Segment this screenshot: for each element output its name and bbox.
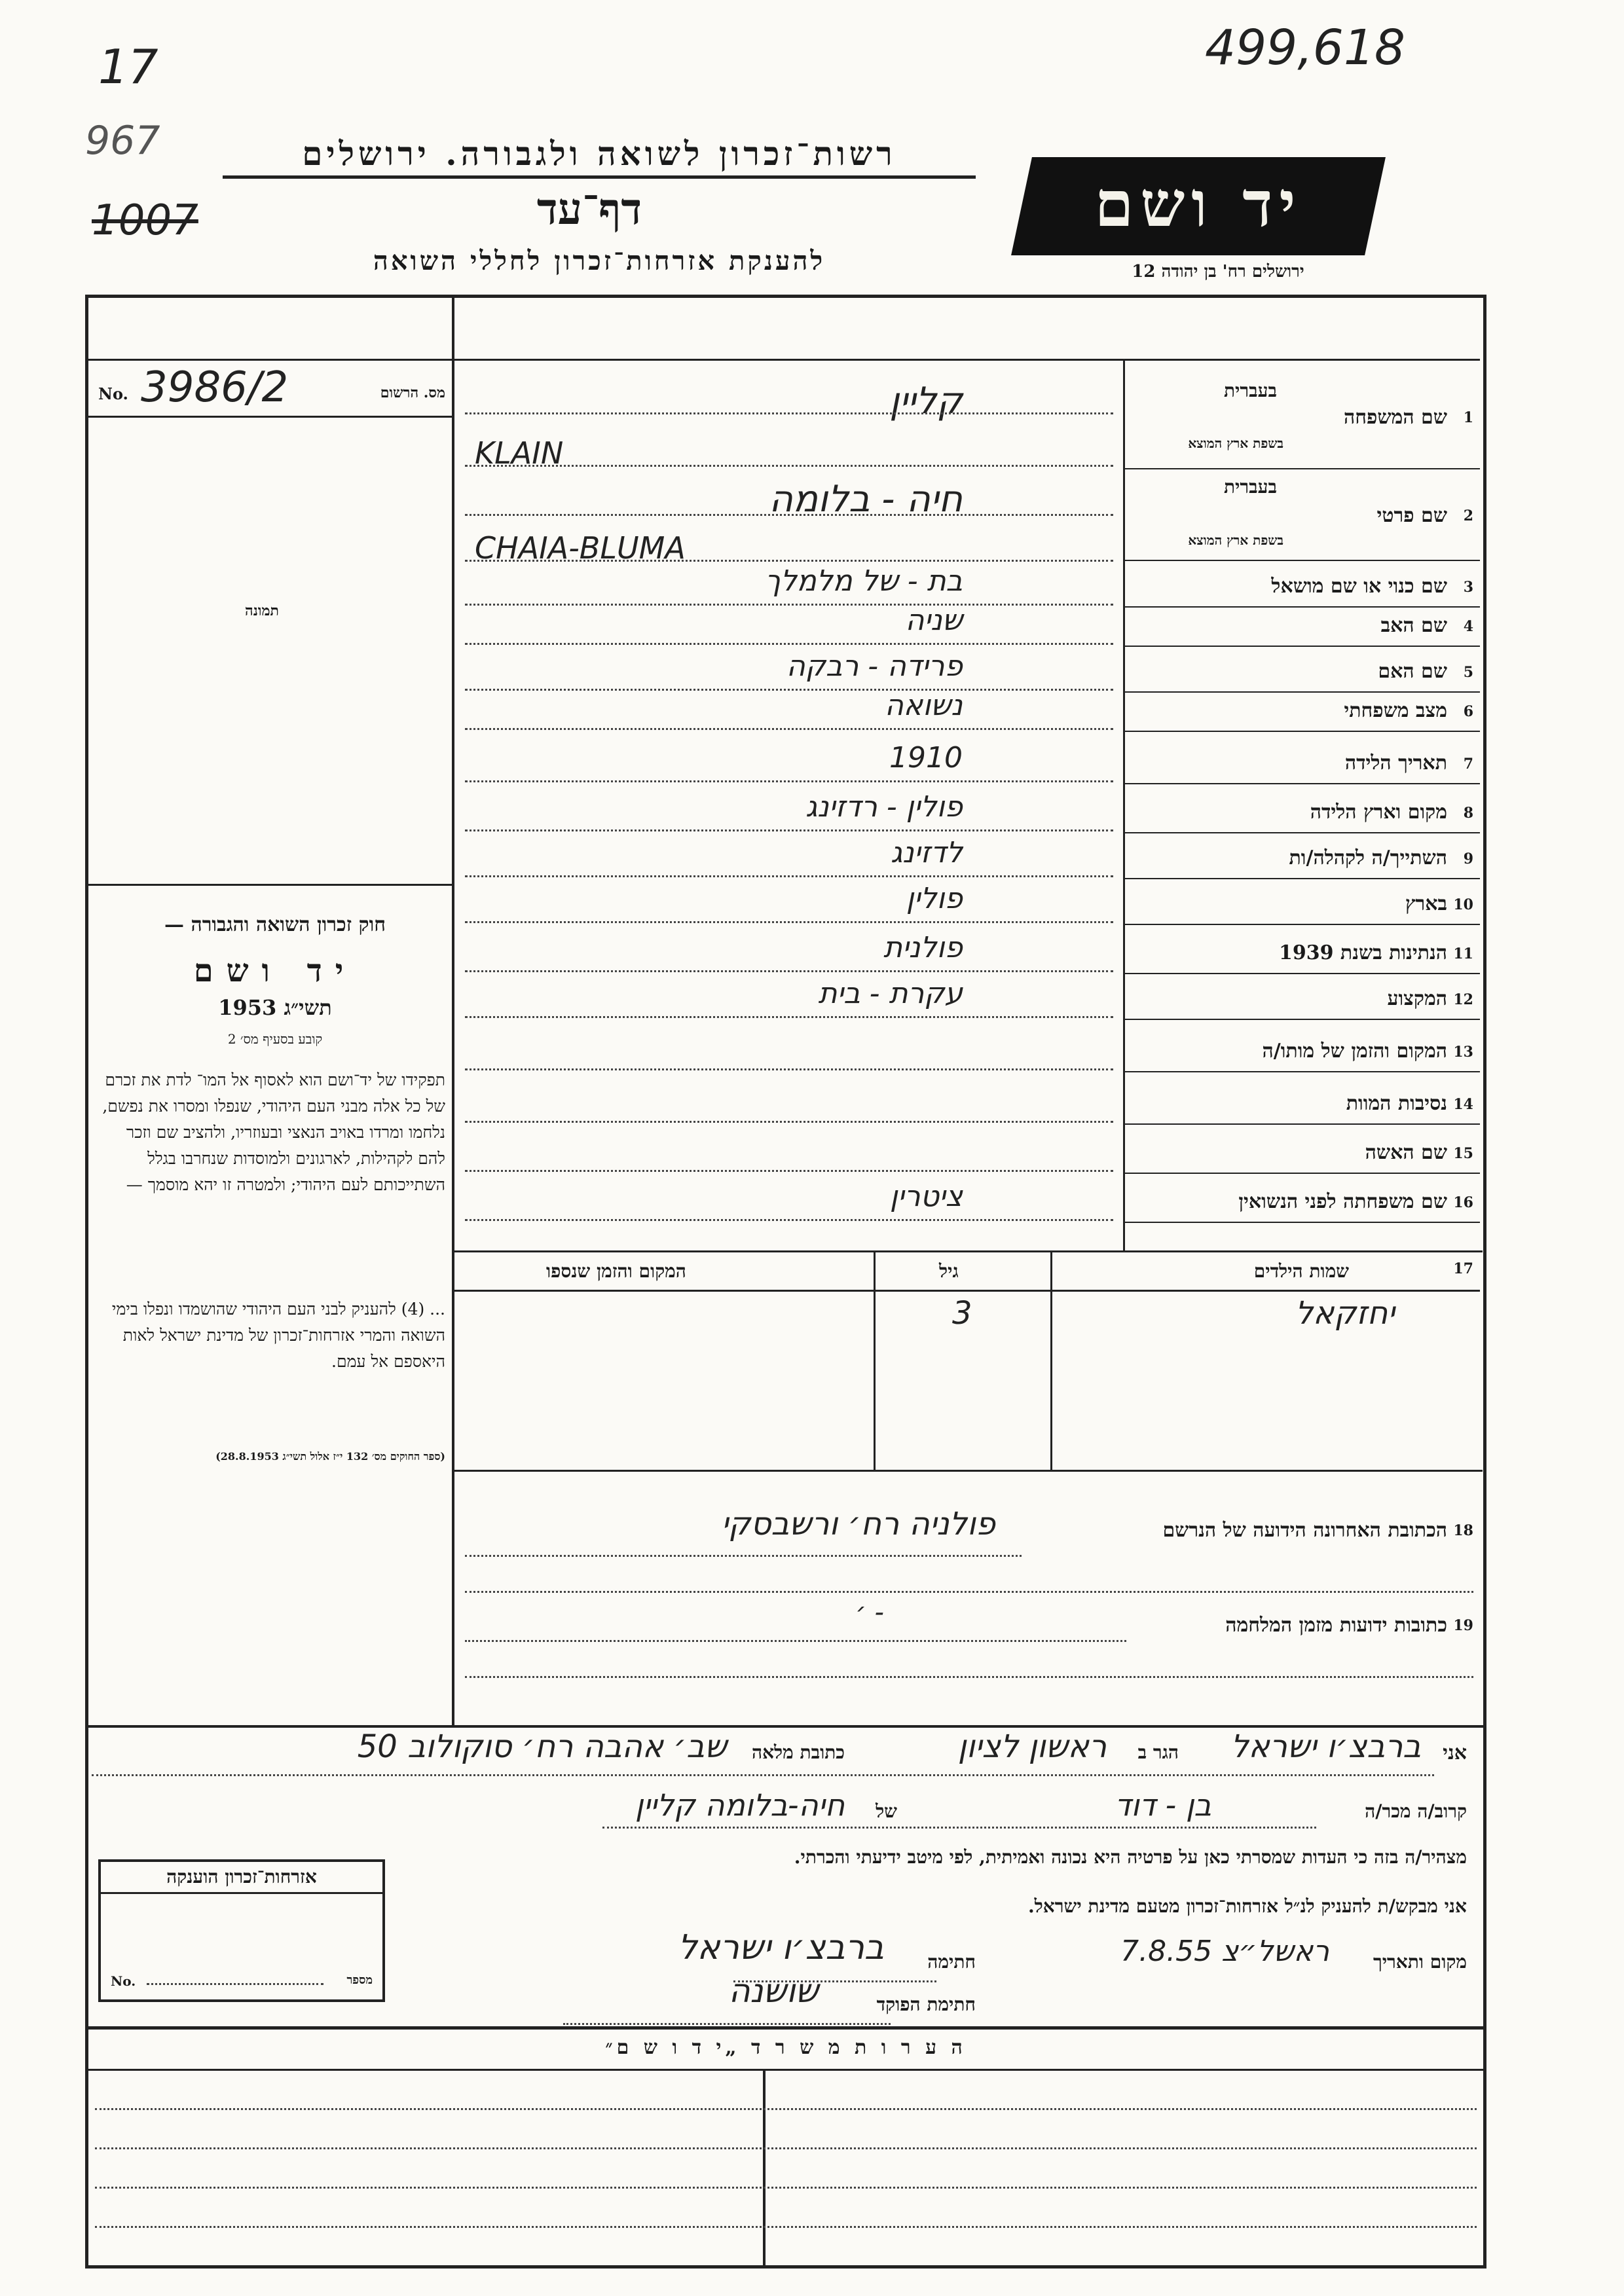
field-label: בארץ [1405, 892, 1447, 915]
decl-relation: בן - דוד [1115, 1787, 1211, 1823]
field-num: 11 [1453, 945, 1473, 962]
field-num: 3 [1463, 579, 1473, 596]
field-value: פולין - רדזינג [805, 790, 963, 824]
col-children-names: שמות הילדים [1253, 1260, 1349, 1282]
declarant-signature: ברבצ׳ו ישראל [678, 1928, 884, 1967]
field-row-6 [458, 687, 1473, 733]
margin-mark-967: 967 [85, 118, 160, 164]
field-row-wartime-address [458, 1597, 1473, 1656]
field-num-18: 18 [1453, 1522, 1473, 1539]
margin-mark-17: 17 [98, 39, 158, 94]
field-label: תאריך הלידה [1344, 752, 1447, 774]
sub-native-1: בשפת ארץ המוצא [1188, 435, 1283, 451]
child-age: 3 [952, 1295, 972, 1332]
place-date-value: ראשל״צ 7.8.55 [1120, 1935, 1329, 1968]
field-label-wartime: כתובות ידועות מזמן המלחמה [1225, 1614, 1447, 1637]
first-name-latin: CHAIA-BLUMA [475, 530, 686, 566]
reg-no-prefix: No. [98, 384, 128, 403]
officer-signature: שושנה [728, 1972, 819, 2010]
field-label: המקצוע [1387, 987, 1447, 1010]
field-label-last-address: הכתובת האחרונה הידועה של הנרשם [1162, 1519, 1447, 1542]
photo-placeholder-label: תמונה [245, 602, 279, 619]
decl-full-address-label: כתובת מלאה [751, 1741, 845, 1763]
field-num: 7 [1463, 756, 1473, 773]
officer-label: חתימת הפוקד [876, 1994, 976, 2015]
field-label-surname: שם המשפחה [1343, 406, 1447, 429]
sub-native-2: בשפת ארץ המוצא [1188, 532, 1283, 548]
grant-number-label: מספר [346, 1973, 373, 1987]
decl-i-am: אני [1443, 1741, 1467, 1764]
field-label: מקום וארץ הלידה [1310, 801, 1447, 824]
field-num-2: 2 [1463, 507, 1473, 524]
field-row-13 [458, 1028, 1473, 1074]
field-label: שם האם [1378, 660, 1447, 683]
field-num: 8 [1463, 805, 1473, 822]
surname-hebrew: קליין [889, 380, 963, 422]
field-value: ציטרין [889, 1180, 963, 1213]
field-label: הנתינות בשנת 1939 [1278, 941, 1447, 964]
decl-relation-label: קרוב/ה מכר/ה [1365, 1800, 1467, 1822]
sub-hebrew-1: בעברית [1223, 380, 1277, 401]
grant-no-prefix: No. [111, 1973, 136, 1989]
last-address-value: פולניה רח׳ ורשבסקי [721, 1506, 995, 1542]
field-num-1: 1 [1463, 409, 1473, 426]
place-date-label: מקום ותאריך [1373, 1951, 1467, 1973]
field-label: שם האב [1380, 614, 1447, 637]
field-num: 9 [1463, 850, 1473, 867]
field-label: השתייך/ה לקהלה/ות [1289, 847, 1447, 869]
field-label: נסיבות המוות [1346, 1092, 1447, 1115]
field-value: עקרת - בית [818, 977, 963, 1010]
law-clause: קובע בסעיף מס׳ 2 [227, 1031, 323, 1047]
decl-request: אני מבקש/ת להעניק לנ״ל אזרחות־זכרון מטעם מדינת ישראל. [1027, 1895, 1467, 1917]
col-place: המקום והזמן שנספו [546, 1260, 686, 1282]
field-row-9 [458, 835, 1473, 881]
grant-box-title: אזרחות־זכרון הוענקה [101, 1862, 382, 1894]
field-value: בת - של מלמלך [765, 564, 963, 598]
law-text-2: ... (4) להעניק לבני העם היהודי שהושמדו ונפלו בימי השואה והמרי אזרחות־זכרון של מדינת ישראל לאות היאספם אל עמם. [111, 1300, 445, 1371]
field-num-19: 19 [1453, 1617, 1473, 1634]
field-value: נשואה [885, 689, 963, 722]
field-value: שניה [905, 604, 963, 637]
field-num: 5 [1463, 664, 1473, 681]
field-label: שם כנוי או שם מושאל [1271, 575, 1447, 598]
notes-title: ה ע ר ו ת מ ש ר ד „י ד ו ש ם״ [605, 2036, 967, 2059]
form-subtitle: להענקת אזרחות־זכרון לחללי השואה [373, 246, 826, 276]
field-num: 6 [1463, 703, 1473, 720]
decl-of-value: חיה-בלומה קליין [635, 1787, 845, 1823]
decl-of-label: של [876, 1800, 897, 1822]
field-row-16 [458, 1178, 1473, 1224]
field-row-8 [458, 789, 1473, 835]
law-reference: (ספר החוקים מס׳ 132 י״ז אלול תשי״ג 28.8.1953) [215, 1450, 445, 1463]
citizenship-grant-box [98, 1859, 385, 2002]
field-row-10 [458, 881, 1473, 926]
decl-lives-label: הגר ב [1137, 1741, 1179, 1763]
archive-number: 499,618 [1205, 20, 1406, 76]
field-num: 15 [1453, 1145, 1473, 1162]
law-name: יד ושם [193, 953, 357, 989]
field-label-first-name: שם פרטי [1376, 504, 1447, 527]
registration-number [98, 363, 445, 412]
field-row-14 [458, 1080, 1473, 1126]
logo-address: ירושלים רח' בן יהודה 12 [1132, 262, 1304, 282]
field-row-4 [458, 602, 1473, 648]
field-label: המקום והזמן של מותו/ה [1262, 1040, 1447, 1063]
field-row-15 [458, 1129, 1473, 1175]
decl-lives-in: ראשון לציון [957, 1728, 1107, 1765]
law-year: תשי״ג 1953 [218, 995, 332, 1020]
field-row-surname [458, 367, 1473, 471]
sub-hebrew-2: בעברית [1223, 476, 1277, 498]
field-value: לדזינג [891, 836, 963, 869]
signature-label: חתימה [927, 1951, 976, 1973]
logo-text: יד ושם [1094, 167, 1302, 241]
field-label: שם משפחתה לפני הנשואין [1238, 1190, 1447, 1213]
child-name: יחזקאל [1295, 1295, 1395, 1332]
field-num: 4 [1463, 618, 1473, 635]
field-num: 16 [1453, 1194, 1473, 1211]
children-num: 17 [1453, 1260, 1473, 1277]
field-row-11 [458, 930, 1473, 975]
field-value: 1910 [889, 741, 963, 774]
field-value: פרידה - רבקה [786, 649, 963, 683]
form-title: דף־עד [536, 183, 642, 234]
field-value: פולנית [883, 931, 963, 964]
margin-mark-1007: 1007 [92, 196, 198, 245]
decl-full-address: שב׳ אהבה רח׳ סוקולוב 50 [357, 1728, 727, 1765]
col-age: גיל [939, 1260, 959, 1282]
field-num: 13 [1453, 1044, 1473, 1061]
wartime-value: - ׳ [855, 1597, 884, 1628]
field-value: פולין [906, 882, 963, 915]
field-num: 12 [1453, 991, 1473, 1008]
field-label: מצב משפחתי [1344, 699, 1447, 722]
reg-no-label: מס. הרשום [380, 384, 445, 401]
office-notes [85, 2026, 1486, 2269]
first-name-hebrew: חיה - בלומה [769, 478, 963, 520]
decl-statement: מצהיר/ה בזה כי העדות שמסרתי כאן על פרטיה היא נכונה ואמיתית, לפי מיטב ידיעתי והכרתי. [794, 1846, 1467, 1868]
surname-latin: KLAIN [475, 435, 564, 471]
field-row-7 [458, 740, 1473, 786]
field-num: 14 [1453, 1096, 1473, 1113]
reg-no-value: 3986/2 [141, 363, 289, 412]
law-heading: חוק זכרון השואה והגבורה — [164, 913, 386, 936]
field-num: 10 [1453, 896, 1473, 913]
declarant-name: ברבצ׳ו ישראל [1230, 1728, 1421, 1765]
law-text: תפקידו של יד־ושם הוא לאסוף אל המו־ לדת את זכרם של כל אלה מבני העם היהודי, שנפלו ומסרו את נפשם, נלחמו ומרדו באויב הנאצי ובעוזריו, ולהציב שם וזכר להם לקהילות, לארגונים ולמוסדות שנחרבו בגלל השתייכותם לעם היהודי; ולמטרה זו יהא מוסמך — [102, 1070, 445, 1194]
field-label: שם האשה [1365, 1141, 1447, 1164]
field-row-12 [458, 975, 1473, 1021]
children-table [454, 1250, 1480, 1470]
authority-name: רשות־זכרון לשואה ולגבורה. ירושלים [223, 134, 976, 179]
